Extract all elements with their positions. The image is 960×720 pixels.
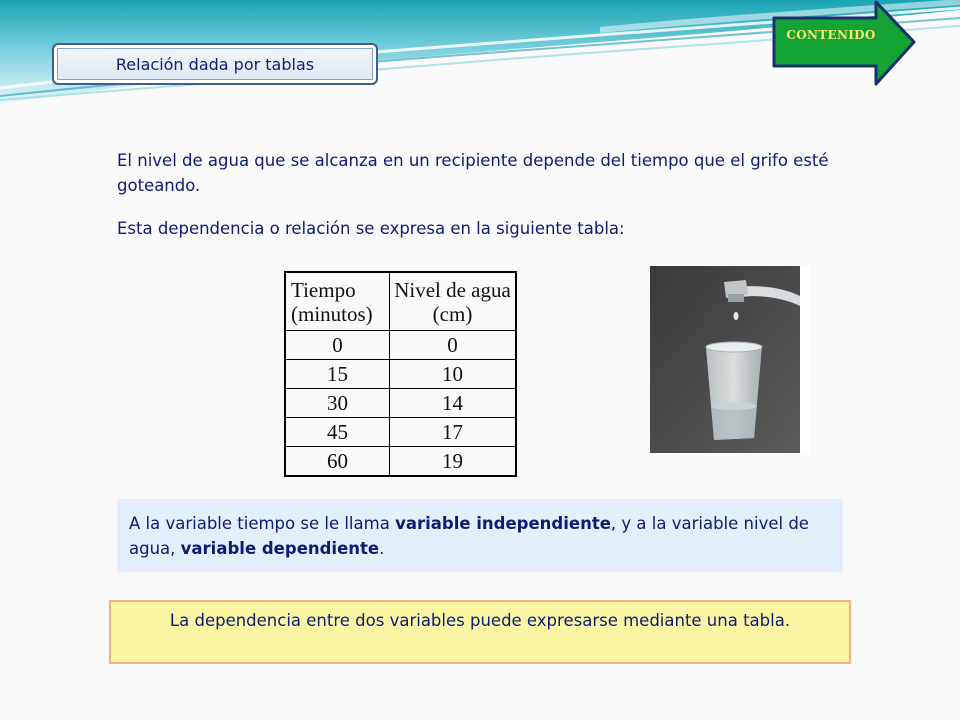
table-row (285, 447, 516, 477)
time-water-level-table (284, 271, 517, 477)
contenido-arrow-button[interactable] (770, 0, 918, 86)
table-cell: 45 (285, 418, 390, 447)
definition-text: . (379, 539, 385, 558)
table-row (285, 331, 516, 360)
table-cell: 0 (390, 331, 517, 360)
column-header-tiempo: Tiempo (minutos) (285, 272, 390, 331)
dependent-variable-term: variable dependiente (180, 539, 380, 558)
variable-definition-box (117, 499, 843, 572)
definition-text: , y a la variable nivel de agua, (129, 514, 809, 558)
table-cell: 14 (390, 389, 517, 418)
table-cell: 15 (285, 360, 390, 389)
table-cell: 17 (390, 418, 517, 447)
dripping-tap-glass-image (650, 266, 810, 453)
table-cell: 60 (285, 447, 390, 477)
table-row (285, 389, 516, 418)
definition-text: A la variable tiempo se le llama (129, 514, 396, 533)
table-header-row (285, 272, 516, 331)
table-cell: 10 (390, 360, 517, 389)
table-row (285, 360, 516, 389)
intro-paragraph: El nivel de agua que se alcanza en un recipiente depende del tiempo que el grifo esté goteando. (117, 151, 829, 195)
column-header-nivel: Nivel de agua (cm) (390, 272, 517, 331)
intro-table-lead: Esta dependencia o relación se expresa en la siguiente tabla: (117, 219, 625, 238)
table-cell: 30 (285, 389, 390, 418)
table-row (285, 418, 516, 447)
page-title: Relación dada por tablas (52, 43, 378, 85)
conclusion-box: La dependencia entre dos variables puede expresarse mediante una tabla. (109, 600, 851, 664)
table-cell: 0 (285, 331, 390, 360)
table-cell: 19 (390, 447, 517, 477)
contenido-button-label[interactable]: CONTENIDO (786, 28, 876, 42)
independent-variable-term: variable independiente (395, 514, 611, 533)
